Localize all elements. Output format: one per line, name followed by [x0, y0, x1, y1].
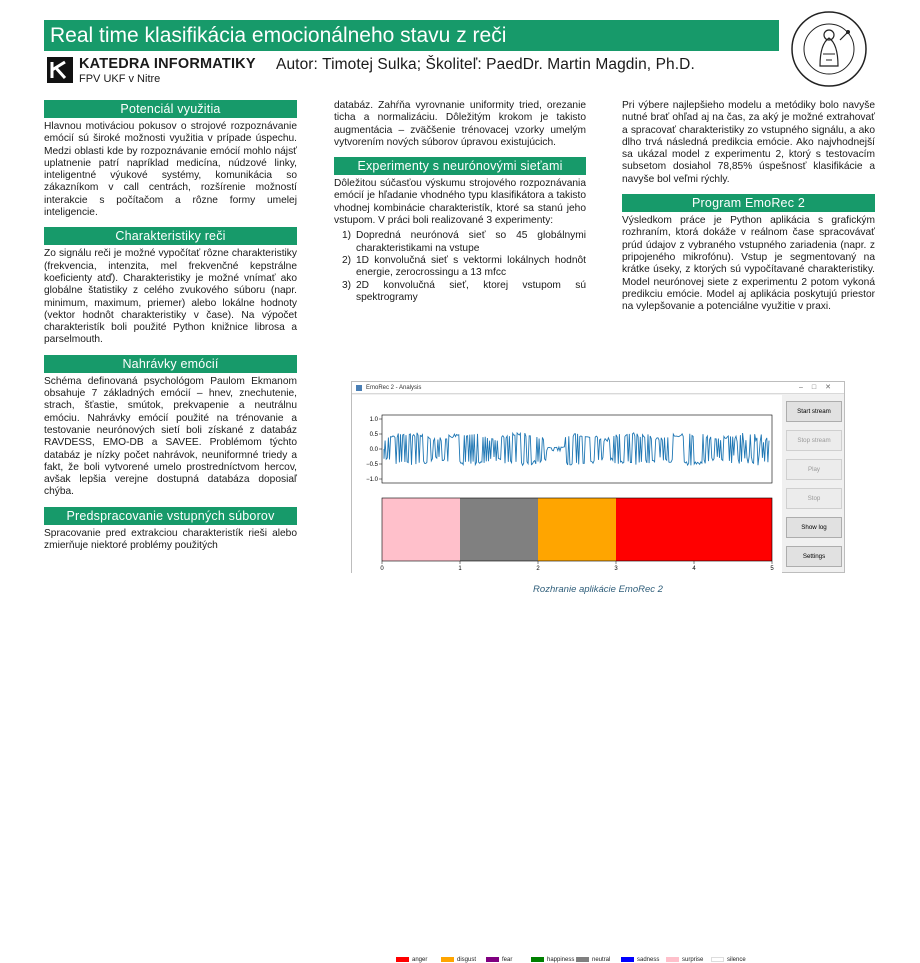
logo-line2: FPV UKF v Nitre	[79, 73, 161, 85]
university-seal-icon	[790, 10, 868, 88]
legend-swatch	[486, 957, 499, 962]
legend-swatch	[621, 957, 634, 962]
legend-item-happiness	[531, 957, 574, 963]
legend-label: happiness	[547, 957, 575, 963]
waveform-ytick-label: −0.5	[366, 462, 378, 468]
app-button-panel	[786, 401, 842, 575]
play-button[interactable]: Play	[786, 459, 842, 480]
start-stream-button[interactable]: Start stream	[786, 401, 842, 422]
waveform-ytick-label: 0.5	[369, 432, 378, 438]
legend-label: surprise	[682, 957, 704, 963]
list-item	[334, 230, 586, 255]
legend-item-silence	[711, 957, 746, 963]
window-controls	[799, 382, 840, 394]
legend-label: fear	[502, 957, 513, 963]
section-heading-predspracovanie: Predspracovanie vstupných súborov	[44, 507, 297, 525]
minimize-icon[interactable]: –	[798, 384, 812, 391]
list-item-text: 1D konvolučná sieť s vektormi lokálnych hodnôt energie, zerocrossingu a 13 mfcc	[356, 254, 586, 279]
stop-stream-button[interactable]: Stop stream	[786, 430, 842, 451]
section-heading-charakteristiky: Charakteristiky reči	[44, 227, 297, 245]
section-heading-experimenty: Experimenty s neurónovými sieťami	[334, 157, 586, 175]
legend-item-anger	[396, 957, 427, 963]
column-3	[622, 100, 875, 313]
emotion-segment-neutral	[460, 498, 538, 561]
legend-swatch	[711, 957, 724, 962]
legend-swatch	[441, 957, 454, 962]
list-item-number: 2)	[342, 254, 352, 266]
section-heading-potencial: Potenciál využitia	[44, 100, 297, 118]
legend-label: disgust	[457, 957, 477, 963]
emotion-segment-surprise	[382, 498, 460, 561]
emotion-xtick-label: 4	[692, 566, 696, 572]
legend-label: neutral	[592, 957, 611, 963]
list-item-text: Dopredná neurónová sieť so 45 globálnymi charakteristikami na vstupe	[356, 230, 586, 254]
close-icon[interactable]: ✕	[825, 384, 840, 391]
section-heading-nahravky: Nahrávky emócií	[44, 355, 297, 373]
maximize-icon[interactable]: □	[811, 384, 826, 391]
waveform-ytick-label: 1.0	[369, 417, 378, 423]
legend-item-fear	[486, 957, 512, 963]
section-heading-program: Program EmoRec 2	[622, 194, 875, 212]
legend-item-neutral	[576, 957, 610, 963]
show-log-button[interactable]: Show log	[786, 517, 842, 538]
section-text-program: Výsledkom práce je Python aplikácia s grafickým rozhraním, ktorá dokáže v reálnom čase spracovávať prúd údajov z vybraného vstupného zariadenia (napr. z pripojeného mikrofónu). Vstup je segmentovaný na krátke úseky, z ktorých sú vypočítavané charakteristiky. Model neurónovej siete z experimentu 2 potom vykoná predikciu emócie. Model aj aplikácia poskytujú priestor na vylepšovanie a potenciálne využitie v praxi.	[622, 215, 875, 313]
authors: Autor: Timotej Sulka; Školiteľ: PaedDr. Martin Magdin, Ph.D.	[276, 56, 695, 73]
legend-swatch	[576, 957, 589, 962]
emotion-xtick-label: 0	[380, 566, 384, 572]
app-titlebar	[352, 382, 844, 394]
section-text-experimenty-cont: Pri výbere najlepšieho modelu a metódiky bolo navyše nutné brať ohľad aj na čas, za aký je možné extrahovať a spracovať charakteristiky zo vstupného signálu, a ako dlho trvá následná predikcia emócie. Ako najvhodnejší sa ukázal model z experimentu 2, ktorý s testovacím subsetom dosiahol 78,85% úspešnosť klasifikácie a navyše bol veľmi rýchly.	[622, 100, 875, 185]
app-icon	[356, 385, 362, 391]
legend-item-surprise	[666, 957, 703, 963]
list-item-text: 2D konvolučná sieť, ktorej vstupom sú spektrogramy	[356, 279, 586, 303]
section-text-predspracovanie: Spracovanie pred extrakciou charakteristík rieši alebo zmierňuje niektoré problémy použitých	[44, 527, 297, 552]
department-logo	[47, 56, 257, 90]
waveform-ytick-label: 0.0	[369, 447, 378, 453]
legend-swatch	[531, 957, 544, 962]
column-2	[334, 100, 586, 304]
poster-title: Real time klasifikácia emocionálneho stavu z reči	[44, 20, 779, 51]
legend-item-disgust	[441, 957, 476, 963]
section-text-experimenty: Dôležitou súčasťou výskumu strojového rozpoznávania emócií je hľadanie vhodného typu klasifikátora a takisto vhodnej kombinácie charakteristík, ktoré sa stanú jeho vstupom. V práci boli realizované 3 experimenty:	[334, 178, 586, 227]
katedra-logo-icon	[47, 57, 73, 83]
legend-label: anger	[412, 957, 428, 963]
list-item-number: 3)	[342, 279, 352, 291]
emotion-segment-anger	[616, 498, 772, 561]
legend-swatch	[396, 957, 409, 962]
logo-line1: KATEDRA INFORMATIKY	[79, 56, 256, 72]
figure-caption: Rozhranie aplikácie EmoRec 2	[533, 584, 663, 595]
analysis-plots	[352, 395, 782, 573]
experiments-list	[334, 230, 586, 304]
list-item-number: 1)	[342, 230, 352, 242]
stop-button[interactable]: Stop	[786, 488, 842, 509]
emotion-segment-disgust	[538, 498, 616, 561]
section-text-charakteristiky: Zo signálu reči je možné vypočítať rôzne charakteristiky (frekvencia, intenzita, mel frekvenčné kepstrálne koeficienty atď). Charakteristiky je možné vnímať ako globálne štatistiky z celého zvukového súboru (napr. minimum, maximum, priemer) alebo lokálne hodnoty (vektor hodnôt charakteristiky v čase). Na výpočet charakteristík boli použité Python knižnice librosa a parselmouth.	[44, 248, 297, 346]
settings-button[interactable]: Settings	[786, 546, 842, 567]
list-item	[334, 280, 586, 305]
section-text-potencial: Hlavnou motiváciou pokusov o strojové rozpoznávanie emócií sú široké možnosti využitia v prípade úspechu. Medzi oblasti kde by rozpoznávanie emócií mohlo nájsť uplatnenie patrí napríklad medicína, núdzové linky, inteligentné výukové systémy, komunikácia so zákazníkom v call centrách, rozšírenie možností interakcie s počítačom a rôzne formy umelej inteligencie.	[44, 121, 297, 219]
legend-swatch	[666, 957, 679, 962]
emotion-xtick-label: 1	[458, 566, 462, 572]
legend-label: silence	[727, 957, 746, 963]
app-window-title: EmoRec 2 - Analysis	[366, 385, 422, 391]
emotion-xtick-label: 5	[770, 566, 774, 572]
section-text-predspracovanie-cont: databáz. Zahŕňa vyrovnanie uniformity tried, orezanie ticha a normalizáciu. Dôležitým krokom je takisto augmentácia – zväčšenie trénovacej vzorky umelým vytvorením nových súborov úpravou existujúcich.	[334, 100, 586, 148]
legend-label: sadness	[637, 957, 660, 963]
list-item	[334, 255, 586, 280]
waveform-ytick-label: −1.0	[366, 477, 378, 483]
emotion-xtick-label: 3	[614, 566, 618, 572]
column-1	[44, 100, 297, 552]
legend-item-sadness	[621, 957, 659, 963]
section-text-nahravky: Schéma definovaná psychológom Paulom Ekmanom obsahuje 7 základných emócií – hnev, znechutenie, strach, šťastie, smútok, prekvapenie a neutrálnu emóciu. Nahrávky emócií použité na trénovanie a testovanie neurónových sietí boli získané z databáz RAVDESS, EMO-DB a SAVEE. Problémom týchto databáz je nízky počet nahrávok, neuniformné triedy a fakt, že boli vytvorené umelo prostredníctvom hercov, avšak lepšia verejne dostupná databáza doposiaľ chýba.	[44, 375, 297, 498]
emotion-xtick-label: 2	[536, 566, 540, 572]
